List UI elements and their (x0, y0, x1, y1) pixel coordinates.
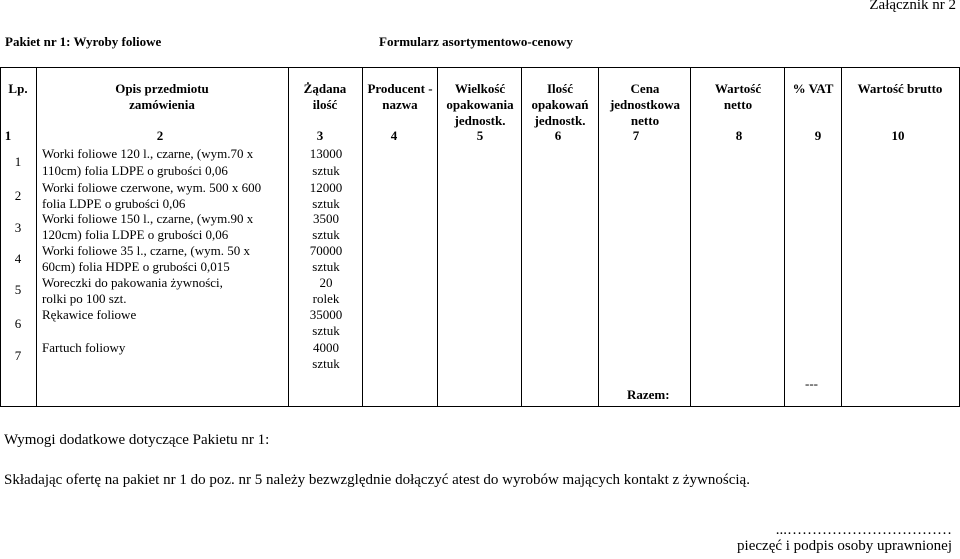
col-number: 9 (814, 128, 822, 143)
col-header-quantity: Żądana ilość (303, 81, 347, 112)
item-unit: sztuk (312, 227, 340, 242)
item-description-cont: rolki po 100 szt. (42, 291, 127, 306)
requirements-label: Wymogi dodatkowe dotyczące Pakietu nr 1: (4, 432, 270, 448)
item-unit: sztuk (312, 323, 340, 338)
col-divider (784, 67, 785, 407)
row-number: 3 (14, 220, 22, 235)
col-header-unit-price: Cena jednostkowa netto (609, 81, 681, 128)
total-label: Razem: (627, 387, 670, 402)
item-description: Worki foliowe 120 l., czarne, (wym.70 x (42, 146, 254, 161)
col-header-net-value: Wartość netto (714, 81, 762, 112)
item-unit: sztuk (312, 163, 340, 178)
item-description: Rękawice foliowe (42, 307, 137, 322)
col-number: 6 (554, 128, 562, 143)
item-description: Fartuch foliowy (42, 340, 126, 355)
attachment-label: Załącznik nr 2 (869, 0, 956, 13)
col-header-producer: Producent - nazwa (367, 81, 433, 112)
item-unit: sztuk (312, 196, 340, 211)
item-description: Worki foliowe 150 l., czarne, (wym.90 x (42, 211, 254, 226)
col-header-package-count: Ilość opakowań jednostk. (531, 81, 589, 128)
item-description: Woreczki do pakowania żywności, (42, 275, 223, 290)
item-quantity: 35000 (309, 307, 343, 322)
item-description-cont: folia LDPE o grubości 0,06 (42, 196, 186, 211)
col-number: 1 (4, 128, 12, 143)
col-divider (362, 67, 363, 407)
item-description: Worki foliowe czerwone, wym. 500 x 600 (42, 180, 262, 195)
col-number: 2 (156, 128, 164, 143)
item-quantity: 70000 (309, 243, 343, 258)
row-number: 1 (14, 154, 22, 169)
col-number: 8 (735, 128, 743, 143)
item-quantity: 20 (319, 275, 333, 290)
item-quantity: 13000 (309, 146, 343, 161)
total-vat-value: --- (805, 376, 818, 391)
item-description: Worki foliowe 35 l., czarne, (wym. 50 x (42, 243, 250, 258)
row-number: 7 (14, 348, 22, 363)
col-header-gross-value: Wartość brutto (857, 81, 943, 96)
item-quantity: 3500 (313, 211, 339, 226)
col-number: 5 (476, 128, 484, 143)
col-number: 10 (891, 128, 905, 143)
col-header-lp: Lp. (8, 81, 28, 96)
item-unit: rolek (312, 291, 340, 306)
table-top-border (0, 67, 960, 68)
signature-label: pieczęć i podpis osoby uprawnionej (737, 538, 952, 554)
col-number: 7 (632, 128, 640, 143)
item-unit: sztuk (312, 259, 340, 274)
col-header-description: Opis przedmiotu zamówienia (115, 81, 209, 112)
col-divider (437, 67, 438, 407)
col-header-package-size: Wielkość opakowania jednostk. (446, 81, 514, 128)
row-number: 4 (14, 251, 22, 266)
item-description-cont: 120cm) folia LDPE o grubości 0,06 (42, 227, 229, 242)
col-header-vat: % VAT (792, 81, 834, 96)
row-number: 5 (14, 282, 22, 297)
col-divider (690, 67, 691, 407)
table-bottom-border (0, 406, 960, 407)
item-quantity: 12000 (309, 180, 343, 195)
row-number: 2 (14, 188, 22, 203)
package-title: Pakiet nr 1: Wyroby foliowe (5, 34, 162, 49)
item-unit: sztuk (312, 356, 340, 371)
col-divider (0, 67, 1, 407)
col-divider (521, 67, 522, 407)
offer-note: Składając ofertę na pakiet nr 1 do poz. nr 5 należy bezwzględnie dołączyć atest do wyrobów mających kontakt z żywnością. (4, 472, 750, 488)
item-description-cont: 60cm) folia HDPE o grubości 0,015 (42, 259, 230, 274)
row-number: 6 (14, 316, 22, 331)
col-divider (598, 67, 599, 407)
col-divider (841, 67, 842, 407)
signature-line: ...…………………………… (775, 522, 952, 538)
col-divider (36, 67, 37, 407)
item-description-cont: 110cm) folia LDPE o grubości 0,06 (42, 163, 228, 178)
item-quantity: 4000 (313, 340, 339, 355)
form-title: Formularz asortymentowo-cenowy (379, 34, 573, 49)
col-number: 4 (390, 128, 398, 143)
col-divider (288, 67, 289, 407)
col-number: 3 (316, 128, 324, 143)
